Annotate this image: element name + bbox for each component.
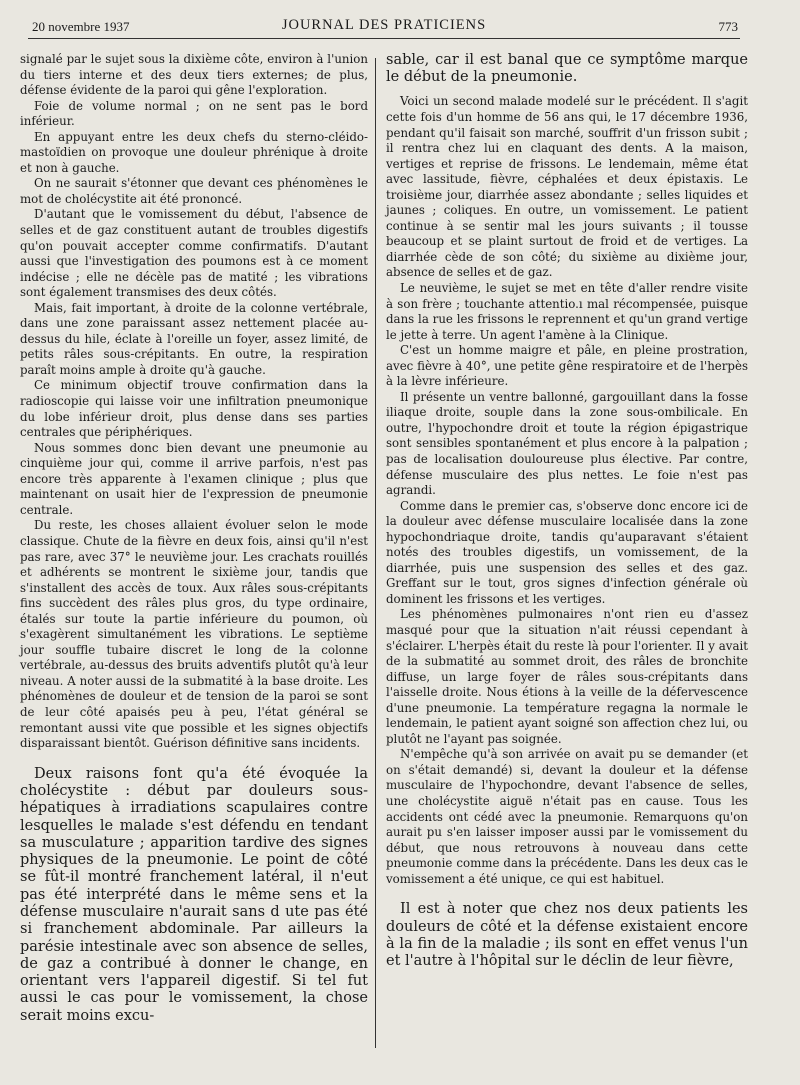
header-journal-title: JOURNAL DES PRATICIENS <box>281 17 487 33</box>
paragraph: En appuyant entre les deux chefs du sterno-cléido-mastoïdien on provoque une douleur phrénique à droite et non à gauche. <box>20 129 368 175</box>
paragraph: C'est un homme maigre et pâle, en pleine prostration, avec fièvre à 40°, une petite gêne respiratoire et de l'herpès à la lèvre inférieure. <box>386 343 748 389</box>
paragraph: N'empêche qu'à son arrivée on avait pu se demander (et on s'était demandé) si, devant la douleur et la défense musculaire de l'hypochondre, devant l'absence de selles, une cholécystite aiguë n'était pas en cause. Tous les accidents ont cédé avec la pneumonie. Remarquons qu'on aurait pu s'en laisser imposer aussi par le vomissement du début, que nous retrouvons à nouveau dans cette pneumonie comme dans la précédente. Dans les deux cas le vomissement a été unique, ce qui est habituel. <box>386 747 748 886</box>
summary-paragraph: Deux raisons font qu'a été évoquée la cholécystite : début par douleurs sous-hépatiques à irradiations scapulaires contre lesquelles le malade s'est défendu en tendant sa musculature ; apparition tardive des signes physiques de la pneumonie. Le point de côté se fût-il montré franchement latéral, il n'eut pas été interprété dans le même sens et la défense musculaire n'aurait sans d ute pas été si franchement abdominale. Par ailleurs la parésie intestinale avec son absence de selles, de gaz a contribué à donner le change, en orientant vers l'appareil digestif. Si tel fut aussi le cas pour le vomissement, la chose serait moins excu- <box>20 765 368 1024</box>
paragraph: Il présente un ventre ballonné, gargouillant dans la fosse iliaque droite, souple dans la zone sous-ombilicale. En outre, l'hypochondre droit et toute la région épigastrique sont sensibles spontanément et plus encore à la palpation ; pas de localisation douloureuse plus élective. Par contre, défense musculaire des plus nettes. Le foie n'est pas agrandi. <box>386 389 748 498</box>
left-column <box>20 52 368 1025</box>
paragraph: Du reste, les choses allaient évoluer selon le mode classique. Chute de la fièvre en deux fois, ainsi qu'il n'est pas rare, avec 37° le neuvième jour. Les crachats rouillés et adhérents se montrent le sixième jour, tandis que s'installent des accès de toux. Aux râles sous-crépitants fins succèdent des râles plus gros, du type ordinaire, étalés sur toute la partie inférieure du poumon, où s'exagèrent simultanément les vibrations. Le septième jour souffle tubaire discret le long de la colonne vertébrale, au-dessus des bruits adventifs plutôt qu'à leur niveau. A noter aussi de la submatité à la base droite. Les phénomènes de douleur et de tension de la paroi se sont de leur côté apaisés peu à peu, l'état général se remontant aussi vite que possible et les signes objectifs disparaissant bientôt. Guérison définitive sans incidents. <box>20 518 368 751</box>
paragraph: Ce minimum objectif trouve confirmation dans la radioscopie qui laisse voir une infiltration pneumonique du lobe inférieur droit, plus dense dans ses parties centrales que périphériques. <box>20 378 368 440</box>
column-divider <box>375 58 376 1048</box>
paragraph: On ne saurait s'étonner que devant ces phénomènes le mot de cholécystite ait été prononcé. <box>20 176 368 206</box>
page-header <box>28 14 740 39</box>
header-date: 20 novembre 1937 <box>32 19 130 34</box>
paragraph: signalé par le sujet sous la dixième côte, environ à l'union du tiers interne et des deux tiers externes; de plus, défense évidente de la paroi qui gêne l'exploration. <box>20 52 368 98</box>
paragraph: D'autant que le vomissement du début, l'absence de selles et de gaz constituent autant de troubles digestifs qu'on pouvait accepter comme confirmatifs. D'autant aussi que l'investigation des poumons est à ce moment indécise ; elle ne décèle pas de matité ; les vibrations sont également transmises des deux côtés. <box>20 207 368 300</box>
paragraph: Foie de volume normal ; on ne sent pas le bord inférieur. <box>20 98 368 129</box>
paragraph: Mais, fait important, à droite de la colonne vertébrale, dans une zone paraissant assez nettement placée au-dessus du hile, éclate à l'oreille un foyer, assez limité, de petits râles sous-crépitants. En outre, la respiration paraît moins ample à droite qu'à gauche. <box>20 300 368 377</box>
header-page-number: 773 <box>718 19 738 34</box>
right-column <box>386 52 748 970</box>
paragraph: Nous sommes donc bien devant une pneumonie au cinquième jour qui, comme il arrive parfois, n'est pas encore très apparente à l'examen clinique ; plus que maintenant on usait hier de l'expression de pneumonie centrale. <box>20 440 368 517</box>
paragraph: Les phénomènes pulmonaires n'ont rien eu d'assez masqué pour que la situation n'ait réussi cependant à s'éclairer. L'herpès était du reste là pour l'orienter. Il y avait de la submatité au sommet droit, des râles de bronchite diffuse, un large foyer de râles sous-crépitants dans l'aisselle droite. Nous étions à la veille de la défervescence d'une pneumonie. La température regagna la normale le lendemain, le patient ayant soigné son affection chez lui, ou plutôt ne l'ayant pas soignée. <box>386 607 748 746</box>
paragraph: Le neuvième, le sujet se met en tête d'aller rendre visite à son frère ; touchante attentio.ı mal récompensée, puisque dans la rue les frissons le reprennent et qu'un grand vertige le jette à terre. Un agent l'amène à la Clinique. <box>386 280 748 342</box>
summary-paragraph: Il est à noter que chez nos deux patients les douleurs de côté et la défense existaient encore à la fin de la maladie ; ils sont en effet venus l'un et l'autre à l'hôpital sur le déclin de leur fièvre, <box>386 901 748 969</box>
paragraph: Voici un second malade modelé sur le précédent. Il s'agit cette fois d'un homme de 56 ans qui, le 17 décembre 1936, pendant qu'il faisait son marché, souffrit d'un frisson subit ; il rentra chez lui en claquant des dents. A la maison, vertiges et reprise de frissons. Le lendemain, même état avec lassitude, fièvre, céphalées et deux épistaxis. Le troisième jour, diarrhée assez abondante ; selles liquides et jaunes ; coliques. En outre, un vomissement. Le patient continue à se sentir mal les jours suivants ; il tousse beaucoup et se plaint surtout de froid et de vertiges. La diarrhée cède de son côté; du sixième au dixième jour, absence de selles et de gaz. <box>386 94 748 280</box>
paragraph: Comme dans le premier cas, s'observe donc encore ici de la douleur avec défense musculaire localisée dans la zone hypochondriaque droite, tandis qu'auparavant s'étaient notés des troubles digestifs, un vomissement, de la diarrhée, puis une suspension des selles et des gaz. Greffant sur le tout, gros signes d'infection générale où dominent les frissons et les vertiges. <box>386 498 748 606</box>
continued-paragraph: sable, car il est banal que ce symptôme marque le début de la pneumonie. <box>386 52 748 86</box>
